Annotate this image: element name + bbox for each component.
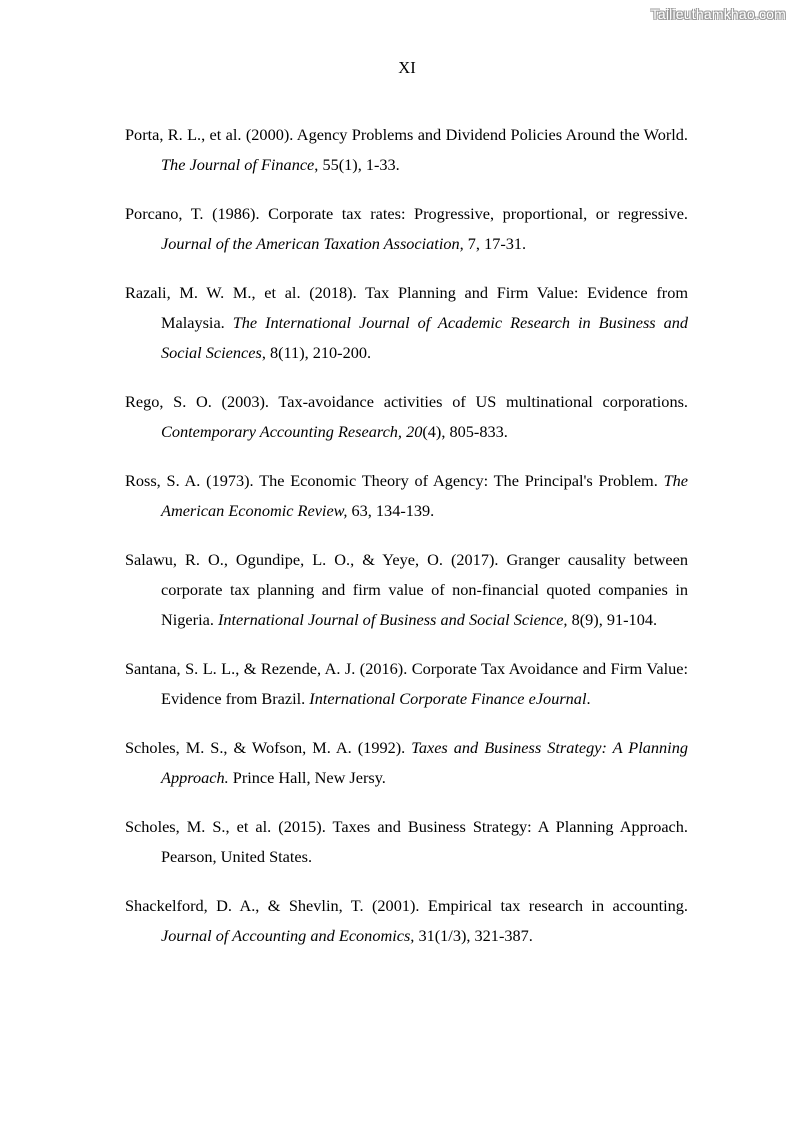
reference-text: Rego, S. O. (2003). Tax-avoidance activities of US multinational corporations. — [125, 392, 688, 411]
reference-source: International Journal of Business and Social Science, — [217, 610, 568, 629]
reference-source: The International Journal of Academic Research in Business and Social Sciences — [161, 313, 688, 362]
reference-source: Journal of the American Taxation Association, — [161, 234, 464, 253]
reference-item — [125, 199, 688, 259]
reference-text: Porta, R. L., et al. (2000). Agency Problems and Dividend Policies Around the World. — [125, 125, 688, 144]
reference-text: Santana, S. L. L., & Rezende, A. J. (2016). Corporate Tax Avoidance and Firm Value: Evidence from Brazil. — [125, 659, 688, 708]
reference-details: Prince Hall, New Jersy. — [228, 768, 386, 787]
reference-item — [125, 387, 688, 447]
reference-details: , 55(1), 1-33. — [314, 155, 400, 174]
reference-list — [125, 120, 688, 970]
reference-item — [125, 545, 688, 635]
reference-item — [125, 278, 688, 368]
reference-details: (4), 805-833. — [422, 422, 508, 441]
reference-item — [125, 812, 688, 872]
reference-source: Taxes and Business Strategy: A Planning Approach. — [161, 738, 688, 787]
reference-details: . — [586, 689, 591, 708]
reference-text: Razali, M. W. M., et al. (2018). Tax Planning and Firm Value: Evidence from Malaysia. — [125, 283, 688, 332]
page-number: XI — [398, 58, 416, 77]
reference-details: 31(1/3), 321-387. — [414, 926, 533, 945]
reference-details: 63, 134-139. — [347, 501, 435, 520]
reference-source: Journal of Accounting and Economics, — [161, 926, 415, 945]
reference-text: Salawu, R. O., Ogundipe, L. O., & Yeye, O. (2017). Granger causality between corporate tax planning and firm value of non-financial quoted companies in Nigeria. — [125, 550, 688, 629]
reference-item — [125, 733, 688, 793]
reference-source: International Corporate Finance eJournal — [309, 689, 587, 708]
reference-text: Ross, S. A. (1973). The Economic Theory of Agency: The Principal's Problem. — [125, 471, 664, 490]
reference-text: Shackelford, D. A., & Shevlin, T. (2001). Empirical tax research in accounting. — [125, 896, 688, 915]
reference-item — [125, 466, 688, 526]
watermark: Tailieuthamkhao.com — [650, 6, 786, 22]
reference-text: Porcano, T. (1986). Corporate tax rates: Progressive, proportional, or regressive. — [125, 204, 688, 223]
reference-details: , 8(11), 210-200. — [261, 343, 372, 362]
reference-source: The Journal of Finance — [161, 155, 315, 174]
reference-item — [125, 891, 688, 951]
reference-details: 7, 17-31. — [463, 234, 527, 253]
reference-source: The American Economic Review, — [161, 471, 688, 520]
reference-source: Contemporary Accounting Research, 20 — [161, 422, 423, 441]
reference-text: Scholes, M. S., et al. (2015). Taxes and Business Strategy: A Planning Approach. Pearson, United States. — [125, 817, 688, 866]
reference-item — [125, 654, 688, 714]
reference-text: Scholes, M. S., & Wofson, M. A. (1992). — [125, 738, 412, 757]
reference-details: 8(9), 91-104. — [567, 610, 658, 629]
reference-item — [125, 120, 688, 180]
